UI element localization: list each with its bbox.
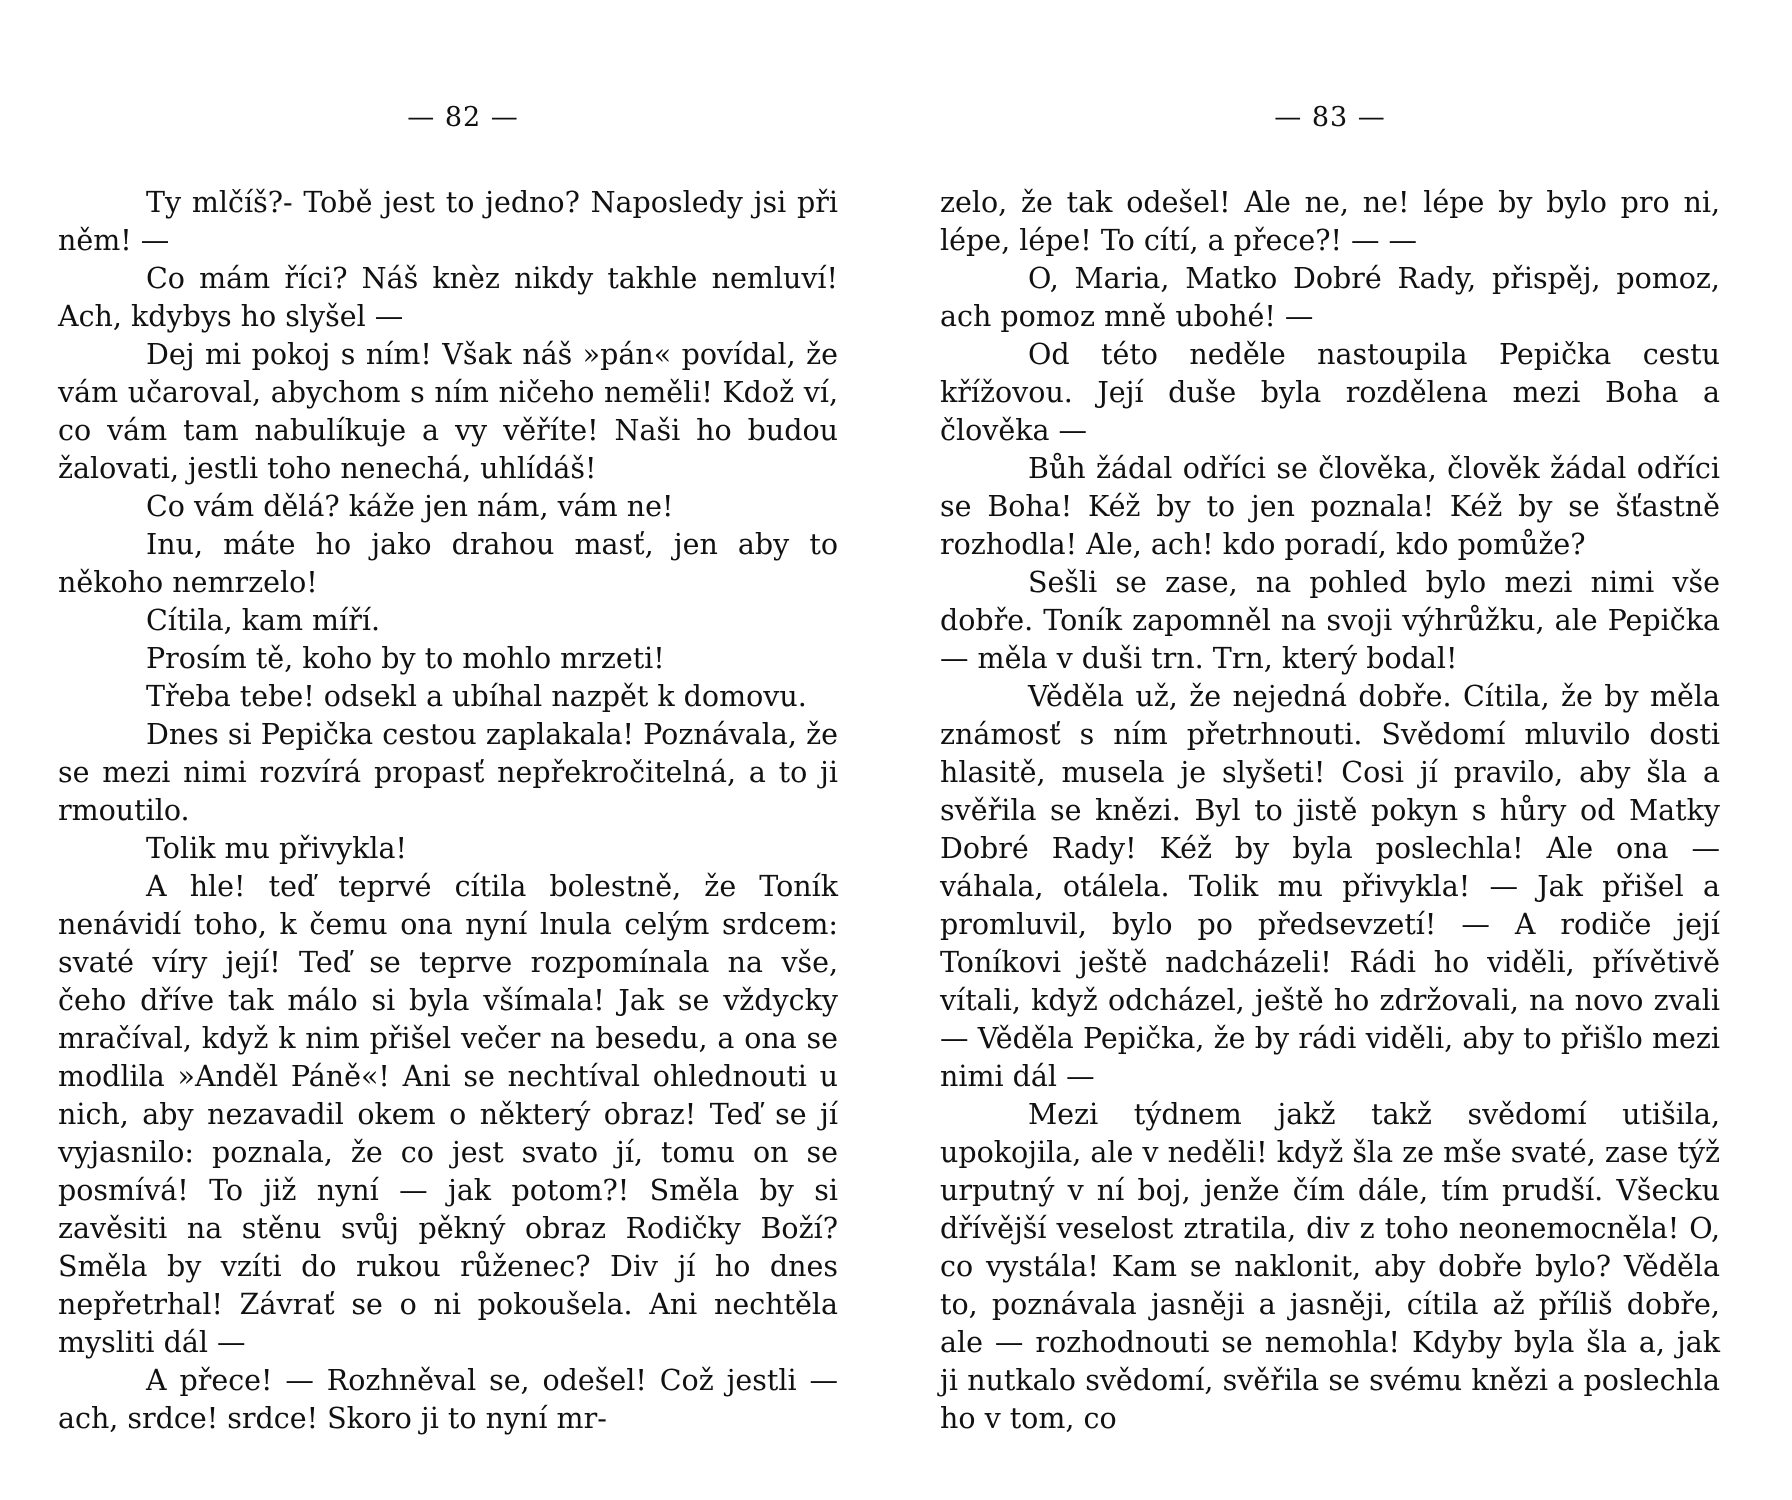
paragraph: Sešli se zase, na pohled bylo mezi nimi vše dobře. Toník zapomněl na svoji výhrůžku, ale Pepička — měla v duši trn. Trn, který bodal! xyxy=(940,566,1720,675)
paragraph: Inu, máte ho jako drahou masť, jen aby to někoho nemrzelo! xyxy=(58,528,838,599)
paragraph: A přece! — Rozhněval se, odešel! Což jestli — ach, srdce! srdce! Skoro ji to nyní mr- xyxy=(58,1364,838,1435)
page-text xyxy=(940,184,1720,1438)
page-number: — 82 — xyxy=(407,102,519,133)
paragraph: Prosím tě, koho by to mohlo mrzeti! xyxy=(146,642,665,675)
right-page xyxy=(940,98,1720,1438)
paragraph: zelo, že tak odešel! Ale ne, ne! lépe by bylo pro ni, lépe, lépe! To cítí, a přece?! — — xyxy=(940,186,1720,257)
page-number: — 83 — xyxy=(1274,102,1386,133)
paragraph: Třeba tebe! odsekl a ubíhal nazpět k domovu. xyxy=(146,680,807,713)
paragraph: Dnes si Pepička cestou zaplakala! Poznávala, že se mezi nimi rozvírá propasť nepřekročitelná, a to ji rmoutilo. xyxy=(58,718,838,827)
left-page xyxy=(58,98,838,1438)
paragraph: Bůh žádal odříci se člověka, člověk žádal odříci se Boha! Kéž by to jen poznala! Kéž by se šťastně rozhodla! Ale, ach! kdo poradí, kdo pomůže? xyxy=(940,452,1720,561)
paragraph: Co vám dělá? káže jen nám, vám ne! xyxy=(146,490,674,523)
paragraph: A hle! teď teprvé cítila bolestně, že Toník nenávidí toho, k čemu ona nyní lnula celým srdcem: svaté víry její! Teď se teprve rozpomínala na vše, čeho dříve tak málo si byla všímala! Jak se vždycky mračíval, když k nim přišel večer na besedu, a ona se modlila »Anděl Páně«! Ani se nechtíval ohlednouti u nich, aby nezavadil okem o některý obraz! Teď se jí vyjasnilo: poznala, že co jest svato jí, tomu on se posmívá! To již nyní — jak potom?! Směla by si zavěsiti na stěnu svůj pěkný obraz Rodičky Boží? Směla by vzíti do rukou růženec? Div jí ho dnes nepřetrhal! Závrať se o ni pokoušela. Ani nechtěla mysliti dál — xyxy=(58,870,838,1359)
paragraph: O, Maria, Matko Dobré Rady, přispěj, pomoz, ach pomoz mně ubohé! — xyxy=(940,262,1720,333)
paragraph: Co mám říci? Náš knèz nikdy takhle nemluví! Ach, kdybys ho slyšel — xyxy=(58,262,838,333)
paragraph: Věděla už, že nejedná dobře. Cítila, že by měla známosť s ním přetrhnouti. Svědomí mluvilo dosti hlasitě, musela je slyšeti! Cosi jí pravilo, aby šla a svěřila se knězi. Byl to jistě pokyn s hůry od Matky Dobré Rady! Kéž by byla poslechla! Ale ona — váhala, otálela. Tolik mu přivykla! — Jak přišel a promluvil, bylo po předsevzetí! — A rodiče její Toníkovi ještě nadcházeli! Rádi ho viděli, přívětivě vítali, když odcházel, ještě ho zdržovali, na novo zvali — Věděla Pepička, že by rádi viděli, aby to přišlo mezi nimi dál — xyxy=(940,680,1720,1093)
paragraph: Tolik mu přivykla! xyxy=(146,832,407,865)
paragraph: Ty mlčíš?- Tobě jest to jedno? Naposledy jsi při něm! — xyxy=(58,186,838,257)
paragraph: Mezi týdnem jakž takž svědomí utišila, upokojila, ale v neděli! když šla ze mše svaté, zase týž urputný v ní boj, jenže čím dále, tím prudší. Všecku dřívější veselost ztratila, div z toho neonemocněla! O, co vystála! Kam se naklonit, aby dobře bylo? Věděla to, poznávala jasněji a jasněji, cítila až příliš dobře, ale — rozhodnouti se nemohla! Kdyby byla šla a, jak ji nutkalo svědomí, svěřila se svému knězi a poslechla ho v tom, co xyxy=(940,1098,1720,1435)
paragraph: Dej mi pokoj s ním! Však náš »pán« povídal, že vám učaroval, abychom s ním ničeho neměli! Kdož ví, co vám tam nabulíkuje a vy věříte! Naši ho budou žalovati, jestli toho nenechá, uhlídáš! xyxy=(58,338,838,485)
paragraph: Cítila, kam míří. xyxy=(146,604,380,637)
page-text xyxy=(58,184,838,1438)
paragraph: Od této neděle nastoupila Pepička cestu křížovou. Její duše byla rozdělena mezi Boha a člověka — xyxy=(940,338,1720,447)
